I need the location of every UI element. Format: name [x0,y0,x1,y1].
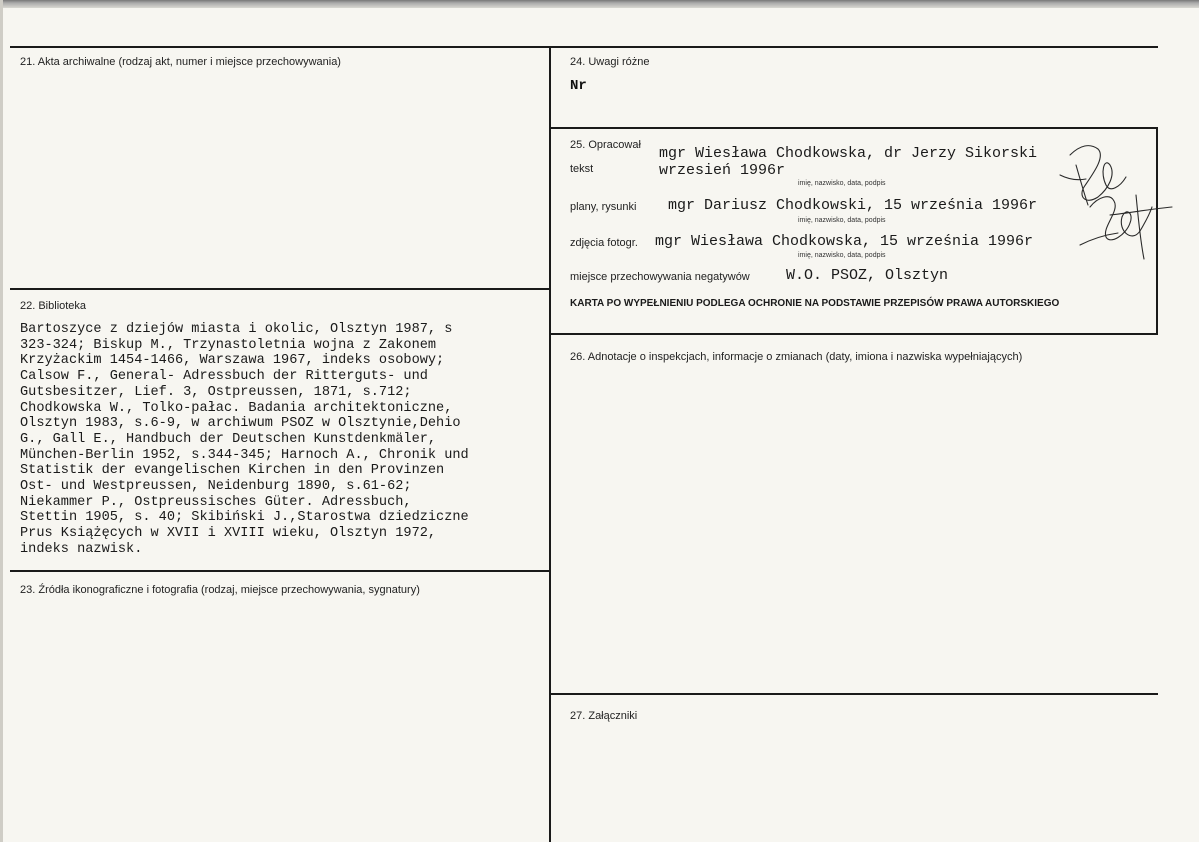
zdjecia-value: mgr Wiesława Chodkowska, 15 września 1996r [655,233,1034,250]
negatywy-label: miejsce przechowywania negatywów [570,271,750,283]
section-24-nr-value: Nr [570,78,587,94]
plany-label: plany, rysunki [570,201,637,213]
tekst-label: tekst [570,163,594,175]
tekst-value-authors: mgr Wiesława Chodkowska, dr Jerzy Sikorski [659,145,1038,162]
center-divider-line [549,46,551,842]
zdjecia-label: zdjęcia fotogr. [570,237,638,249]
divider-26-27 [551,693,1158,695]
top-border-line [10,46,1158,48]
zdjecia-hint: imię, nazwisko, data, podpis [798,252,886,259]
section-24-label: 24. Uwagi różne [570,56,650,68]
bibliography-text: Bartoszyce z dziejów miasta i okolic, Olsztyn 1987, s 323-324; Biskup M., Trzynastoletnia wojna z Zakonem Krzyżackim 1454-1466, Warszawa 1967, indeks osobowy; Calsow F., General- Adressbuch der Ritterguts- und Gutsbesitzer, Lief. 3, Ostpreussen, 1871, s.712; Chodkowska W., Tolko-pałac. Badania architektoniczne, Olsztyn 1983, s.6-9, w archiwum PSOZ w Olsztynie,Dehio G., Gall E., Handbuch der Deutschen Kunstdenkmäler, München-Berlin 1952, s.344-345; Harnoch A., Chronik und Statistik der evangelischen Kirchen in den Provinzen Ost- und Westpreussen, Neidenburg 1890, s.61-62; Niekammer P., Ostpreussisches Güter. Adressbuch, Stettin 1905, s. 40; Skibiński J.,Starostwa dziedziczne Prus Książęcych w XVII i XVIII wieku, Olsztyn 1972, indeks nazwisk. [20,322,469,557]
section-22-label: 22. Biblioteka [20,300,87,312]
tekst-value-date: wrzesień 1996r [659,162,786,179]
plany-value: mgr Dariusz Chodkowski, 15 września 1996r [668,197,1038,214]
plany-hint: imię, nazwisko, data, podpis [798,217,886,224]
divider-25-26 [551,333,1158,335]
handwritten-signatures [1040,135,1175,265]
tekst-hint: imię, nazwisko, data, podpis [798,180,886,187]
section-26-label: 26. Adnotacje o inspekcjach, informacje o zmianach (daty, imiona i nazwiska wypełniających) [570,351,1023,363]
copyright-notice: KARTA PO WYPEŁNIENIU PODLEGA OCHRONIE NA PODSTAWIE PRZEPISÓW PRAWA AUTORSKIEGO [570,298,1060,309]
negatywy-value: W.O. PSOZ, Olsztyn [786,267,949,284]
section-27-label: 27. Załączniki [570,710,638,722]
section-25-label: 25. Opracował [570,139,641,151]
scan-edge-left [0,0,3,842]
section-23-label: 23. Źródła ikonograficzne i fotografia (rodzaj, miejsce przechowywania, sygnatury) [20,584,420,596]
section-21-label: 21. Akta archiwalne (rodzaj akt, numer i miejsce przechowywania) [20,56,341,68]
divider-22-23 [10,570,551,572]
scan-edge-top [0,0,1199,8]
divider-21-22 [10,288,551,290]
divider-24-25 [551,127,1158,129]
